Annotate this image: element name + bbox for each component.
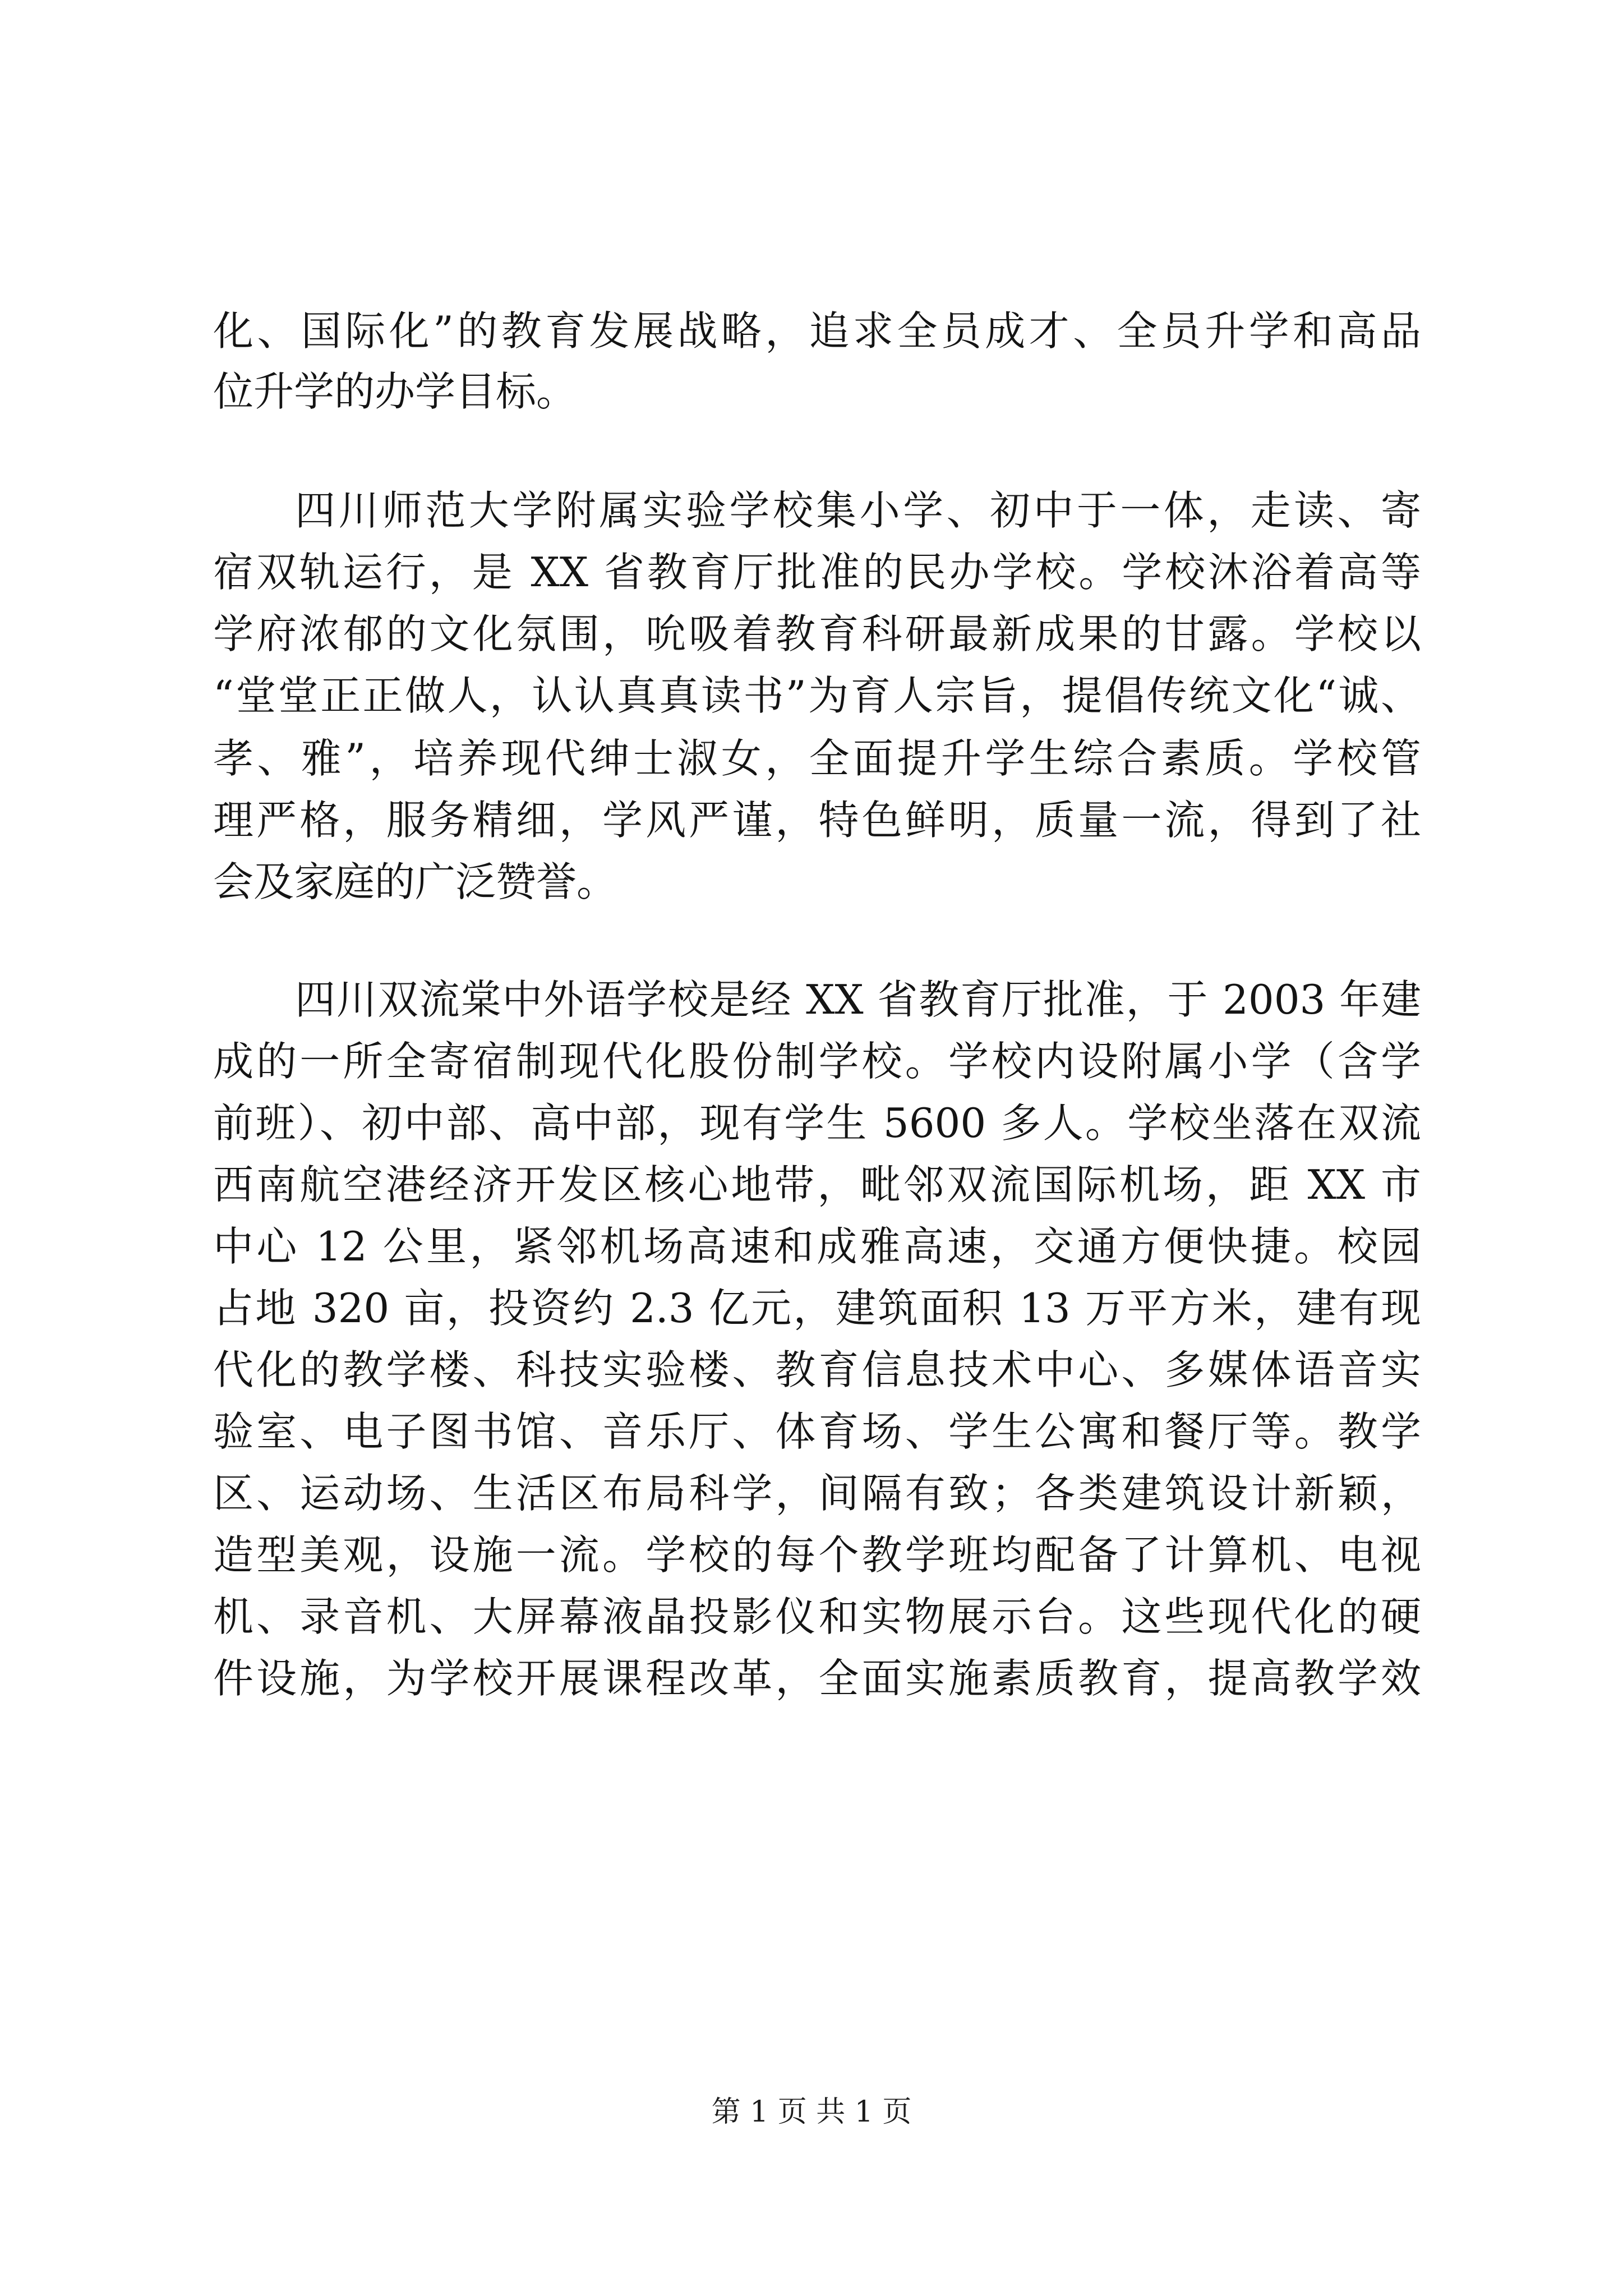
text-line: 机、录音机、大屏幕液晶投影仪和实物展示台。这些现代化的硬 xyxy=(213,1593,1421,1640)
text-line: 宿双轨运行，是 XX 省教育厅批准的民办学校。学校沐浴着高等 xyxy=(213,549,1421,596)
paragraph-start-line: 四川双流棠中外语学校是经 XX 省教育厅批准，于 2003 年建 xyxy=(295,976,1421,1023)
text-line: 验室、电子图书馆、音乐厅、体育场、学生公寓和餐厅等。教学 xyxy=(213,1408,1421,1455)
text-line: 化、国际化”的教育发展战略，追求全员成才、全员升学和高品 xyxy=(213,307,1421,355)
text-line: 区、运动场、生活区布局科学，间隔有致；各类建筑设计新颖， xyxy=(213,1470,1421,1517)
text-line: 成的一所全寄宿制现代化股份制学校。学校内设附属小学（含学 xyxy=(213,1038,1421,1085)
text-line: 中心 12 公里，紧邻机场高速和成雅高速，交通方便快捷。校园 xyxy=(213,1223,1421,1270)
text-line: 前班）、初中部、高中部，现有学生 5600 多人。学校坐落在双流 xyxy=(213,1099,1421,1147)
text-line: 理严格，服务精细，学风严谨，特色鲜明，质量一流，得到了社 xyxy=(213,797,1421,844)
text-line: 位升学的办学目标。 xyxy=(213,368,577,415)
text-line: 会及家庭的广泛赞誉。 xyxy=(213,858,617,905)
text-line: 西南航空港经济开发区核心地带，毗邻双流国际机场，距 XX 市 xyxy=(213,1161,1421,1208)
text-line: 占地 320 亩，投资约 2.3 亿元，建筑面积 13 万平方米，建有现 xyxy=(213,1285,1421,1332)
text-line: 造型美观，设施一流。学校的每个教学班均配备了计算机、电视 xyxy=(213,1531,1421,1579)
page-footer: 第 1 页 共 1 页 xyxy=(711,2095,912,2129)
text-line: 学府浓郁的文化氛围，吮吸着教育科研最新成果的甘露。学校以 xyxy=(213,610,1421,657)
text-line: 代化的教学楼、科技实验楼、教育信息技术中心、多媒体语音实 xyxy=(213,1346,1421,1393)
text-line: 孝、雅”，培养现代绅士淑女，全面提升学生综合素质。学校管 xyxy=(213,735,1421,782)
text-line: 件设施，为学校开展课程改革，全面实施素质教育，提高教学效 xyxy=(213,1655,1421,1702)
text-line: “堂堂正正做人，认认真真读书”为育人宗旨，提倡传统文化“诚、 xyxy=(213,672,1421,719)
paragraph-start-line: 四川师范大学附属实验学校集小学、初中于一体，走读、寄 xyxy=(295,487,1421,534)
